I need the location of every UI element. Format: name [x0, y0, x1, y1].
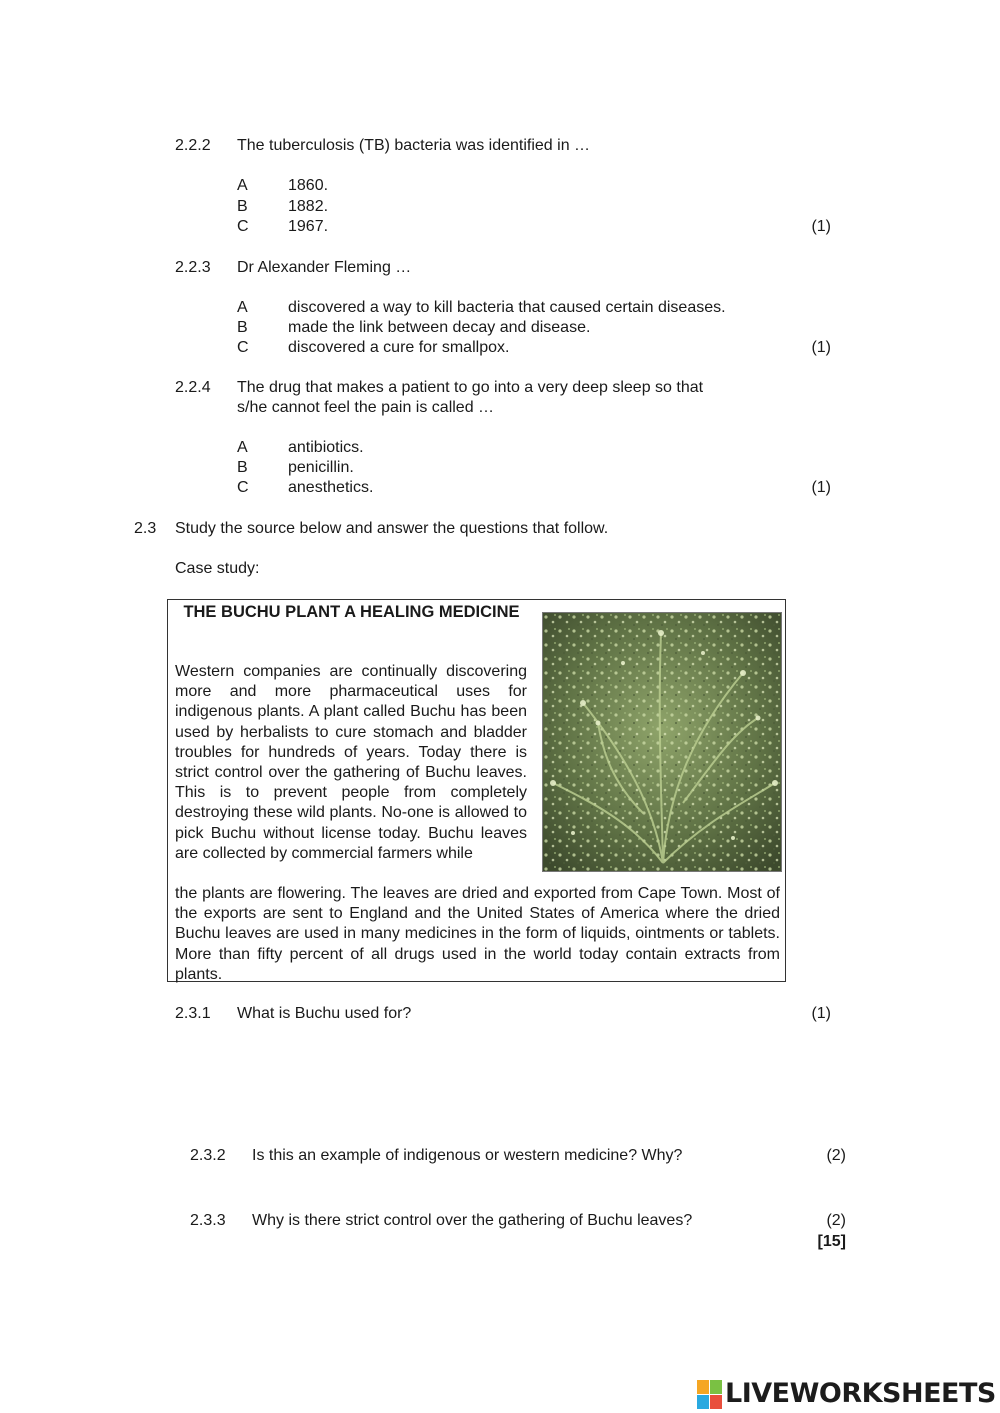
total-marks: [15]: [817, 1233, 846, 1250]
mark-2-3-3: (2): [826, 1212, 846, 1229]
mark-2-3-2: (2): [826, 1147, 846, 1164]
case-study-title: THE BUCHU PLANT A HEALING MEDICINE: [183, 603, 520, 621]
mark-2-3-1: (1): [811, 1005, 831, 1022]
option-letter-b: B: [237, 319, 248, 336]
question-number-2-2-4: 2.2.4: [175, 379, 211, 396]
option-text-c: anesthetics.: [288, 479, 374, 496]
case-study-box: [167, 599, 786, 982]
question-number-2-3-3: 2.3.3: [190, 1212, 226, 1229]
question-text-2-2-4-line1: The drug that makes a patient to go into a very deep sleep so that: [237, 379, 704, 396]
case-study-paragraph-top: Western companies are continually discovering more and more pharmaceutical uses for indigenous plants. A plant called Buchu has been used by herbalists to cure stomach and bladder troubles for hundreds of years. Today there is strict control over the gathering of Buchu leaves. This is to prevent people from completely destroying these wild plants. No-one is allowed to pick Buchu without license today. Buchu leaves are collected by commercial farmers while: [175, 663, 527, 862]
question-number-2-3-2: 2.3.2: [190, 1147, 226, 1164]
option-letter-a: A: [237, 439, 248, 456]
liveworksheets-logo-icon: [697, 1380, 723, 1410]
question-number-2-3: 2.3: [134, 520, 157, 537]
question-text-2-2-4-line2: s/he cannot feel the pain is called …: [237, 399, 495, 416]
option-letter-a: A: [237, 177, 248, 194]
option-letter-b: B: [237, 198, 248, 215]
option-text-b: 1882.: [288, 198, 329, 215]
mark-2-2-4: (1): [811, 479, 831, 496]
option-letter-a: A: [237, 299, 248, 316]
question-number-2-3-1: 2.3.1: [175, 1005, 211, 1022]
mark-2-2-2: (1): [811, 218, 831, 235]
option-text-b: made the link between decay and disease.: [288, 319, 591, 336]
question-number-2-2-3: 2.2.3: [175, 259, 211, 276]
question-text-2-2-3: Dr Alexander Fleming …: [237, 259, 412, 276]
option-text-b: penicillin.: [288, 459, 354, 476]
question-text-2-3-1: What is Buchu used for?: [237, 1005, 412, 1022]
option-text-c: discovered a cure for smallpox.: [288, 339, 510, 356]
option-text-a: antibiotics.: [288, 439, 364, 456]
mark-2-2-3: (1): [811, 339, 831, 356]
option-letter-c: C: [237, 218, 249, 235]
option-text-c: 1967.: [288, 218, 329, 235]
case-study-paragraph-bottom: the plants are flowering. The leaves are dried and exported from Cape Town. Most of the exports are sent to England and the United States of America where the dried Buchu leaves are used in many medicines in the form of liquids, ointments or tablets. More than fifty percent of all drugs used in the world today contain extracts from plants.: [175, 885, 780, 983]
option-letter-c: C: [237, 479, 249, 496]
question-text-2-3-2: Is this an example of indigenous or western medicine? Why?: [252, 1147, 683, 1164]
liveworksheets-logo: [697, 1378, 996, 1410]
question-text-2-3: Study the source below and answer the questions that follow.: [175, 520, 609, 537]
option-text-a: 1860.: [288, 177, 329, 194]
liveworksheets-logo-text: LIVEWORKSHEETS: [725, 1378, 996, 1409]
question-text-2-2-2: The tuberculosis (TB) bacteria was identified in …: [237, 137, 591, 154]
option-letter-b: B: [237, 459, 248, 476]
case-study-label: Case study:: [175, 560, 260, 577]
question-number-2-2-2: 2.2.2: [175, 137, 211, 154]
question-text-2-3-3: Why is there strict control over the gathering of Buchu leaves?: [252, 1212, 693, 1229]
option-text-a: discovered a way to kill bacteria that caused certain diseases.: [288, 299, 726, 316]
option-letter-c: C: [237, 339, 249, 356]
buchu-plant-photo: [542, 612, 782, 872]
